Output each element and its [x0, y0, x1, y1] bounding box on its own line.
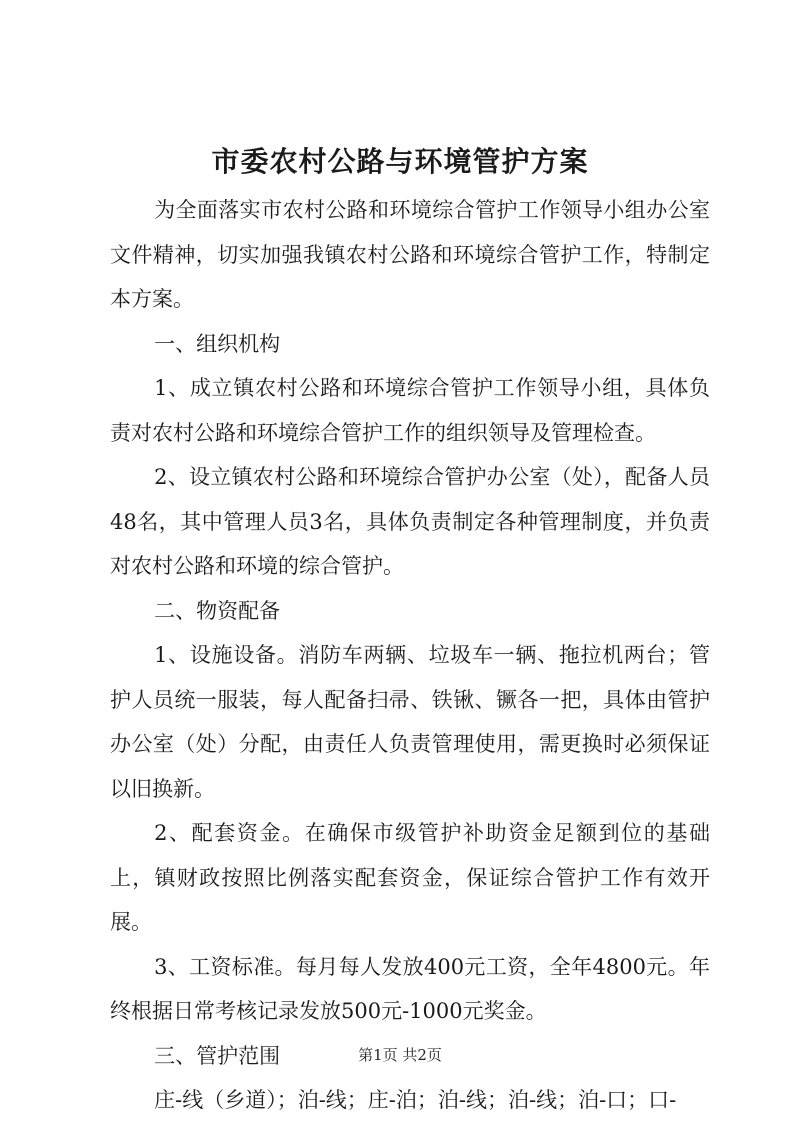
section-heading-organization: 一、组织机构 — [154, 331, 281, 356]
paragraph-leading-group: 1、成立镇农村公路和环境综合管护工作领导小组，具体负责对农村公路和环境综合管护工作的组织领导及管理检查。 — [110, 376, 710, 445]
paragraph-facilities: 1、设施设备。消防车两辆、垃圾车一辆、拖拉机两台；管护人员统一服装，每人配备扫帚、铁锹、镢各一把，具体由管护办公室（处）分配，由责任人负责管理使用，需更换时必须保证以旧换新。 — [110, 643, 710, 801]
paragraph-wages: 3、工资标准。每月每人发放400元工资，全年4800元。年终根据日常考核记录发放500元-1000元奖金。 — [110, 954, 710, 1023]
paragraph-funding: 2、配套资金。在确保市级管护补助资金足额到位的基础上，镇财政按照比例落实配套资金，保证综合管护工作有效开展。 — [110, 821, 710, 934]
page-footer: 第1页 共2页 — [358, 1046, 442, 1064]
section-heading-materials: 二、物资配备 — [154, 598, 281, 623]
document-body — [110, 188, 710, 1123]
paragraph-management-office: 2、设立镇农村公路和环境综合管护办公室（处），配备人员48名，其中管理人员3名，具体负责制定各种管理制度，并负责对农村公路和环境的综合管护。 — [110, 465, 710, 578]
document-title: 市委农村公路与环境管护方案 — [211, 145, 589, 178]
paragraph-scope-roads: 庄-线（乡道）；泊-线；庄-泊；泊-线；泊-线；泊-口；口- — [154, 1088, 677, 1112]
section-heading-scope: 三、管护范围 — [154, 1043, 281, 1068]
intro-paragraph: 为全面落实市农村公路和环境综合管护工作领导小组办公室文件精神，切实加强我镇农村公路和环境综合管护工作，特制定本方案。 — [110, 198, 710, 311]
